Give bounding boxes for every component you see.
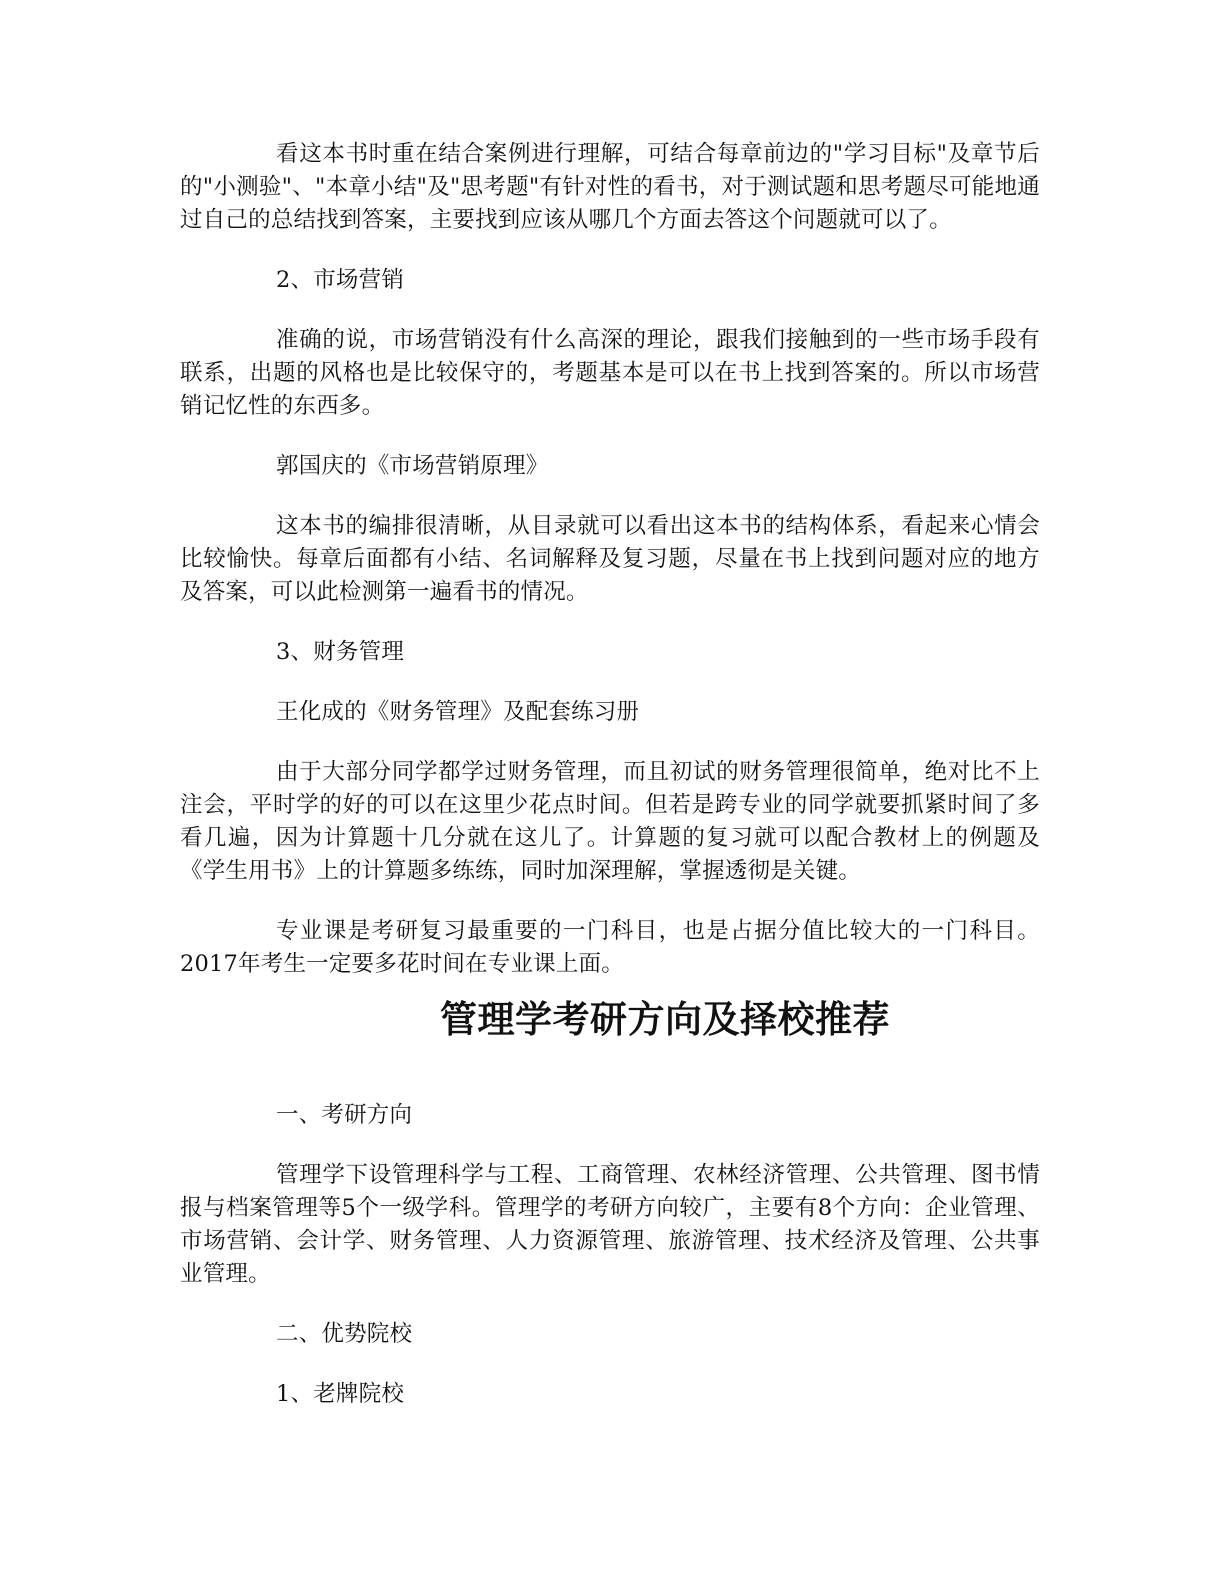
subheading-directions: 一、考研方向 [276,1102,413,1128]
paragraph-directions: 管理学下设管理科学与工程、工商管理、农林经济管理、公共管理、图书情报与档案管理等5个一级学科。管理学的考研方向较广，主要有8个方向：企业管理、市场营销、会计学、财务管理、人力资源管理、旅游管理、技术经济及管理、公共事业管理。 [180,1162,1040,1287]
subheading-marketing: 2、市场营销 [276,267,405,293]
document-page [180,138,1040,1411]
book-title-finance: 王化成的《财务管理》及配套练习册 [276,699,640,725]
subheading-old-schools: 1、老牌院校 [276,1381,405,1407]
subheading-finance: 3、财务管理 [276,639,405,665]
subheading-schools: 二、优势院校 [276,1321,413,1347]
paragraph-case-study-advice: 看这本书时重在结合案例进行理解，可结合每章前边的"学习目标"及章节后的"小测验"、"本章小结"及"思考题"有针对性的看书，对于测试题和思考题尽可能地通过自己的总结找到答案，主要找到应该从哪几个方面去答这个问题就可以了。 [180,141,1040,233]
paragraph-marketing: 准确的说，市场营销没有什么高深的理论，跟我们接触到的一些市场手段有联系，出题的风格也是比较保守的，考题基本是可以在书上找到答案的。所以市场营销记忆性的东西多。 [180,327,1040,419]
paragraph-major-course: 专业课是考研复习最重要的一门科目，也是占据分值比较大的一门科目。2017年考生一定要多花时间在专业课上面。 [180,918,1040,977]
paragraph-finance: 由于大部分同学都学过财务管理，而且初试的财务管理很简单，绝对比不上注会，平时学的好的可以在这里少花点时间。但若是跨专业的同学就要抓紧时间了多看几遍，因为计算题十几分就在这儿了。计算题的复习就可以配合教材上的例题及《学生用书》上的计算题多练练，同时加深理解，掌握透彻是关键。 [180,759,1040,884]
book-title-marketing: 郭国庆的《市场营销原理》 [276,453,549,479]
paragraph-marketing-book: 这本书的编排很清晰，从目录就可以看出这本书的结构体系，看起来心情会比较愉快。每章后面都有小结、名词解释及复习题，尽量在书上找到问题对应的地方及答案，可以此检测第一遍看书的情况。 [180,513,1040,605]
section-heading: 管理学考研方向及择校推荐 [440,997,890,1041]
